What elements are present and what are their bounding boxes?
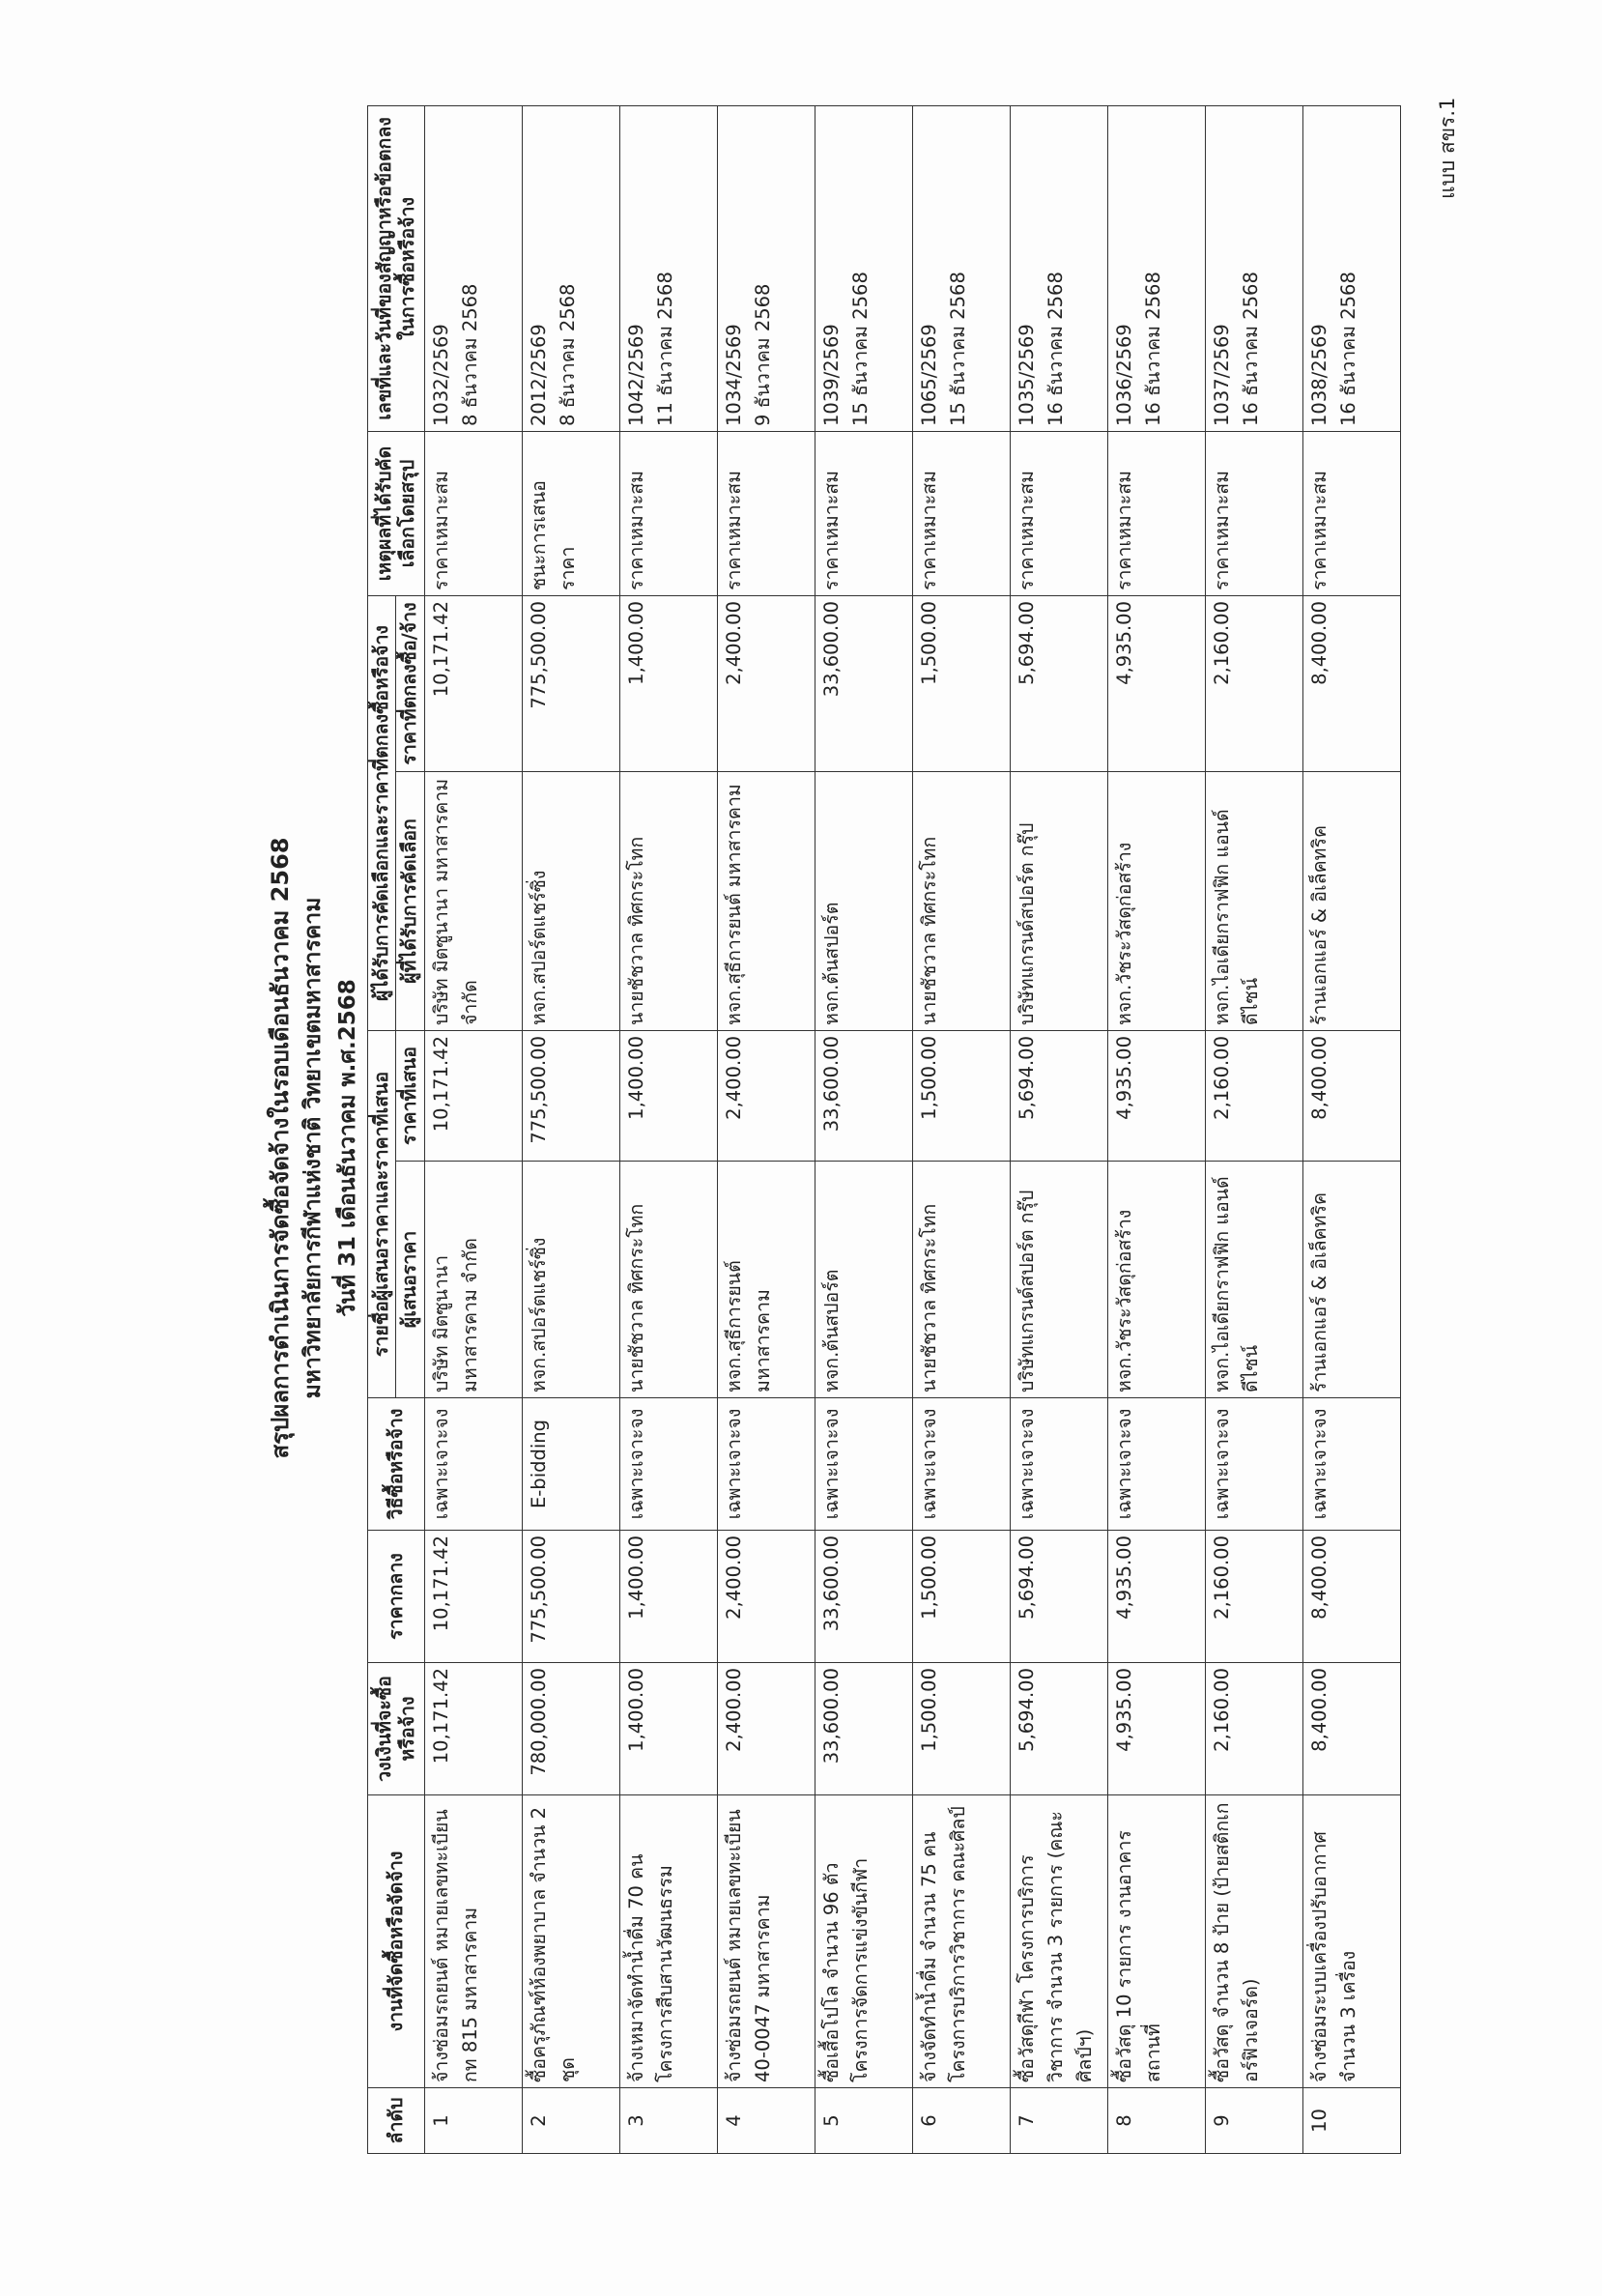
cell-contract — [1205, 106, 1302, 432]
cell-bidder: ร้านเอกแอร์ & อิเล็คทริค — [1302, 1162, 1400, 1398]
cell-budget: 1,400.00 — [619, 1663, 717, 1795]
report-date: วันที่ 31 เดือนธันวาคม พ.ศ.2568 — [335, 979, 360, 1317]
cell-budget: 2,400.00 — [717, 1663, 815, 1795]
cell-agreed-price: 775,500.00 — [522, 596, 619, 772]
cell-median-price: 1,500.00 — [912, 1531, 1010, 1663]
cell-bid-price: 1,500.00 — [912, 1031, 1010, 1162]
cell-bidder: หจก.ต้นสปอร์ต — [815, 1162, 912, 1398]
header-reason: เหตุผลที่ได้รับคัดเลือกโดยสรุป — [368, 432, 425, 596]
cell-contract — [912, 106, 1010, 432]
cell-median-price: 8,400.00 — [1302, 1531, 1400, 1663]
cell-winner: บริษัท มิตซูนานา มหาสารคาม จำกัด — [424, 772, 522, 1031]
form-code: แบบ สขร.1 — [1436, 97, 1459, 199]
cell-contract — [717, 106, 815, 432]
contract-number: 1032/2569 — [429, 324, 452, 426]
cell-bidder: บริษัท มิตซูนานา มหาสารคาม จำกัด — [424, 1162, 522, 1398]
cell-method: เฉพาะเจาะจง — [424, 1398, 522, 1531]
table-row — [522, 106, 619, 2154]
cell-reason: ราคาเหมาะสม — [1302, 432, 1400, 596]
cell-median-price: 2,160.00 — [1205, 1531, 1302, 1663]
cell-method: เฉพาะเจาะจง — [619, 1398, 717, 1531]
cell-budget: 5,694.00 — [1010, 1663, 1107, 1795]
cell-bid-price: 4,935.00 — [1107, 1031, 1205, 1162]
cell-contract — [424, 106, 522, 432]
header-row — [368, 106, 396, 2154]
cell-agreed-price: 1,400.00 — [619, 596, 717, 772]
cell-item: จ้างจัดทำน้ำดื่ม จำนวน 75 คน โครงการบริการวิชาการ คณะศิลป์ — [912, 1795, 1010, 2088]
contract-date: 11 ธันวาคม 2568 — [653, 272, 676, 426]
cell-contract — [1302, 106, 1400, 432]
table-row — [1205, 106, 1302, 2154]
contract-number: 1038/2569 — [1307, 324, 1330, 426]
cell-winner: หจก.วัชระวัสดุก่อสร้าง — [1107, 772, 1205, 1031]
cell-agreed-price: 5,694.00 — [1010, 596, 1107, 772]
cell-bidder: หจก.สุธีการยนต์ มหาสารคาม — [717, 1162, 815, 1398]
cell-no: 3 — [619, 2088, 717, 2154]
cell-reason: ราคาเหมาะสม — [1010, 432, 1107, 596]
cell-contract — [1107, 106, 1205, 432]
cell-winner: ร้านเอกแอร์ & อิเล็คทริค — [1302, 772, 1400, 1031]
cell-no: 10 — [1302, 2088, 1400, 2154]
cell-agreed-price: 2,160.00 — [1205, 596, 1302, 772]
cell-bid-price: 2,400.00 — [717, 1031, 815, 1162]
cell-agreed-price: 2,400.00 — [717, 596, 815, 772]
header-budget: วงเงินที่จะซื้อหรือจ้าง — [368, 1663, 425, 1795]
header-no: ลำดับ — [368, 2088, 425, 2154]
cell-budget: 10,171.42 — [424, 1663, 522, 1795]
contract-number: 1035/2569 — [1015, 324, 1038, 426]
contract-number: 1037/2569 — [1210, 324, 1233, 426]
cell-agreed-price: 1,500.00 — [912, 596, 1010, 772]
contract-number: 1042/2569 — [624, 324, 647, 426]
cell-contract — [815, 106, 912, 432]
cell-bidder: นายชัชวาล ทิศกระโทก — [619, 1162, 717, 1398]
header-bidder: ผู้เสนอราคา — [396, 1162, 424, 1398]
contract-date: 15 ธันวาคม 2568 — [848, 272, 872, 426]
cell-method: เฉพาะเจาะจง — [717, 1398, 815, 1531]
cell-agreed-price: 8,400.00 — [1302, 596, 1400, 772]
cell-no: 7 — [1010, 2088, 1107, 2154]
contract-number: 2012/2569 — [527, 324, 550, 426]
cell-winner: หจก.ต้นสปอร์ต — [815, 772, 912, 1031]
cell-median-price: 10,171.42 — [424, 1531, 522, 1663]
contract-date: 9 ธันวาคม 2568 — [751, 283, 774, 426]
cell-reason: ชนะการเสนอราคา — [522, 432, 619, 596]
cell-method: เฉพาะเจาะจง — [1010, 1398, 1107, 1531]
cell-method: เฉพาะเจาะจง — [815, 1398, 912, 1531]
contract-date: 8 ธันวาคม 2568 — [556, 283, 579, 426]
cell-no: 5 — [815, 2088, 912, 2154]
header-contract: เลขที่และวันที่ของสัญญาหรือข้อตกลงในการซื้อหรือจ้าง — [368, 106, 425, 432]
cell-median-price: 2,400.00 — [717, 1531, 815, 1663]
cell-item: จ้างซ่อมรถยนต์ หมายเลขทะเบียน 40-0047 มหาสารคาม — [717, 1795, 815, 2088]
contract-number: 1034/2569 — [722, 324, 745, 426]
cell-median-price: 4,935.00 — [1107, 1531, 1205, 1663]
cell-winner: นายชัชวาล ทิศกระโทก — [912, 772, 1010, 1031]
cell-bid-price: 2,160.00 — [1205, 1031, 1302, 1162]
contract-number: 1036/2569 — [1112, 324, 1135, 426]
header-winner: ผู้ที่ได้รับการคัดเลือก — [396, 772, 424, 1031]
cell-agreed-price: 33,600.00 — [815, 596, 912, 772]
header-method: วิธีซื้อหรือจ้าง — [368, 1398, 425, 1531]
cell-reason: ราคาเหมาะสม — [619, 432, 717, 596]
table-row — [912, 106, 1010, 2154]
cell-item: จ้างเหมาจัดทำน้ำดื่ม 70 คน โครงการสืบสานวัฒนธรรม — [619, 1795, 717, 2088]
cell-bid-price: 8,400.00 — [1302, 1031, 1400, 1162]
cell-winner: นายชัชวาล ทิศกระโทก — [619, 772, 717, 1031]
cell-method: เฉพาะเจาะจง — [1302, 1398, 1400, 1531]
cell-item: ซื้อวัสดุกีฬา โครงการบริการวิชาการ จำนวน 3 รายการ (คณะศิลป์ฯ) — [1010, 1795, 1107, 2088]
header-item: งานที่จัดซื้อหรือจัดจ้าง — [368, 1795, 425, 2088]
cell-reason: ราคาเหมาะสม — [717, 432, 815, 596]
cell-reason: ราคาเหมาะสม — [424, 432, 522, 596]
cell-item: จ้างซ่อมรถยนต์ หมายเลขทะเบียน กท 815 มหาสารคาม — [424, 1795, 522, 2088]
cell-reason: ราคาเหมาะสม — [815, 432, 912, 596]
header-bidders-group: รายชื่อผู้เสนอราคาและราคาที่เสนอ — [368, 1031, 396, 1398]
cell-budget: 33,600.00 — [815, 1663, 912, 1795]
cell-bidder: หจก.สปอร์ตแชร์ซิ่ง — [522, 1162, 619, 1398]
cell-no: 8 — [1107, 2088, 1205, 2154]
cell-item: ซื้อวัสดุ 10 รายการ งานอาคารสถานที่ — [1107, 1795, 1205, 2088]
cell-bid-price: 1,400.00 — [619, 1031, 717, 1162]
cell-winner: หจก.สุธีการยนต์ มหาสารคาม — [717, 772, 815, 1031]
cell-reason: ราคาเหมาะสม — [1107, 432, 1205, 596]
contract-date: 16 ธันวาคม 2568 — [1141, 272, 1164, 426]
table-row — [1010, 106, 1107, 2154]
cell-bid-price: 10,171.42 — [424, 1031, 522, 1162]
cell-agreed-price: 10,171.42 — [424, 596, 522, 772]
cell-bid-price: 775,500.00 — [522, 1031, 619, 1162]
cell-no: 2 — [522, 2088, 619, 2154]
cell-contract — [619, 106, 717, 432]
cell-budget: 2,160.00 — [1205, 1663, 1302, 1795]
cell-median-price: 1,400.00 — [619, 1531, 717, 1663]
cell-method: E-bidding — [522, 1398, 619, 1531]
cell-item: ซื้อวัสดุ จำนวน 8 ป้าย (ป้ายสติกเกอร์ฟิวเจอร์ด) — [1205, 1795, 1302, 2088]
contract-date: 15 ธันวาคม 2568 — [946, 272, 969, 426]
cell-bid-price: 5,694.00 — [1010, 1031, 1107, 1162]
cell-bidder: หจก.ไอเดียกราฟฟิก แอนด์ ดีไซน์ — [1205, 1162, 1302, 1398]
table-row — [1107, 106, 1205, 2154]
cell-bidder: นายชัชวาล ทิศกระโทก — [912, 1162, 1010, 1398]
header-agreed-price: ราคาที่ตกลงซื้อ/จ้าง — [396, 596, 424, 772]
cell-agreed-price: 4,935.00 — [1107, 596, 1205, 772]
cell-method: เฉพาะเจาะจง — [1205, 1398, 1302, 1531]
cell-contract — [1010, 106, 1107, 432]
cell-item: จ้างซ่อมระบบเครื่องปรับอากาศ จำนวน 3 เครื่อง — [1302, 1795, 1400, 2088]
contract-date: 16 ธันวาคม 2568 — [1336, 272, 1359, 426]
cell-item: ซื้อครุภัณฑ์ห้องพยาบาล จำนวน 2 ชุด — [522, 1795, 619, 2088]
cell-winner: บริษัทแกรนด์สปอร์ต กรุ๊ป — [1010, 772, 1107, 1031]
cell-bidder: บริษัทแกรนด์สปอร์ต กรุ๊ป — [1010, 1162, 1107, 1398]
cell-median-price: 33,600.00 — [815, 1531, 912, 1663]
cell-winner: หจก.ไอเดียกราฟฟิก แอนด์ ดีไซน์ — [1205, 772, 1302, 1031]
cell-reason: ราคาเหมาะสม — [1205, 432, 1302, 596]
table-body — [424, 106, 1400, 2154]
table-row — [1302, 106, 1400, 2154]
cell-no: 9 — [1205, 2088, 1302, 2154]
cell-budget: 780,000.00 — [522, 1663, 619, 1795]
cell-no: 4 — [717, 2088, 815, 2154]
table-row — [424, 106, 522, 2154]
table-row — [717, 106, 815, 2154]
header-median-price: ราคากลาง — [368, 1531, 425, 1663]
report-title: สรุปผลการดำเนินการจัดซื้อจัดจ้างในรอบเดือนธันวาคม 2568 — [267, 837, 294, 1459]
contract-date: 8 ธันวาคม 2568 — [458, 283, 481, 426]
header-bid-price: ราคาที่เสนอ — [396, 1031, 424, 1162]
cell-budget: 8,400.00 — [1302, 1663, 1400, 1795]
cell-bidder: หจก.วัชระวัสดุก่อสร้าง — [1107, 1162, 1205, 1398]
cell-method: เฉพาะเจาะจง — [912, 1398, 1010, 1531]
cell-median-price: 5,694.00 — [1010, 1531, 1107, 1663]
cell-winner: หจก.สปอร์ตแชร์ซิ่ง — [522, 772, 619, 1031]
organization-name: มหาวิทยาลัยการกีฬาแห่งชาติ วิทยาเขตมหาสารคาม — [300, 897, 326, 1399]
contract-number: 1065/2569 — [917, 324, 940, 426]
cell-budget: 1,500.00 — [912, 1663, 1010, 1795]
table-row — [815, 106, 912, 2154]
cell-bid-price: 33,600.00 — [815, 1031, 912, 1162]
cell-median-price: 775,500.00 — [522, 1531, 619, 1663]
cell-no: 6 — [912, 2088, 1010, 2154]
contract-number: 1039/2569 — [819, 324, 843, 426]
cell-budget: 4,935.00 — [1107, 1663, 1205, 1795]
procurement-table — [367, 105, 1401, 2154]
contract-date: 16 ธันวาคม 2568 — [1044, 272, 1067, 426]
cell-no: 1 — [424, 2088, 522, 2154]
cell-reason: ราคาเหมาะสม — [912, 432, 1010, 596]
cell-method: เฉพาะเจาะจง — [1107, 1398, 1205, 1531]
contract-date: 16 ธันวาคม 2568 — [1239, 272, 1262, 426]
table-row — [619, 106, 717, 2154]
header-winner-group: ผู้ได้รับการคัดเลือกและราคาที่ตกลงซื้อหรือจ้าง — [368, 596, 396, 1031]
cell-item: ซื้อเสื้อโปโล จำนวน 96 ตัว โครงการจัดการแข่งขันกีฬา — [815, 1795, 912, 2088]
cell-contract — [522, 106, 619, 432]
